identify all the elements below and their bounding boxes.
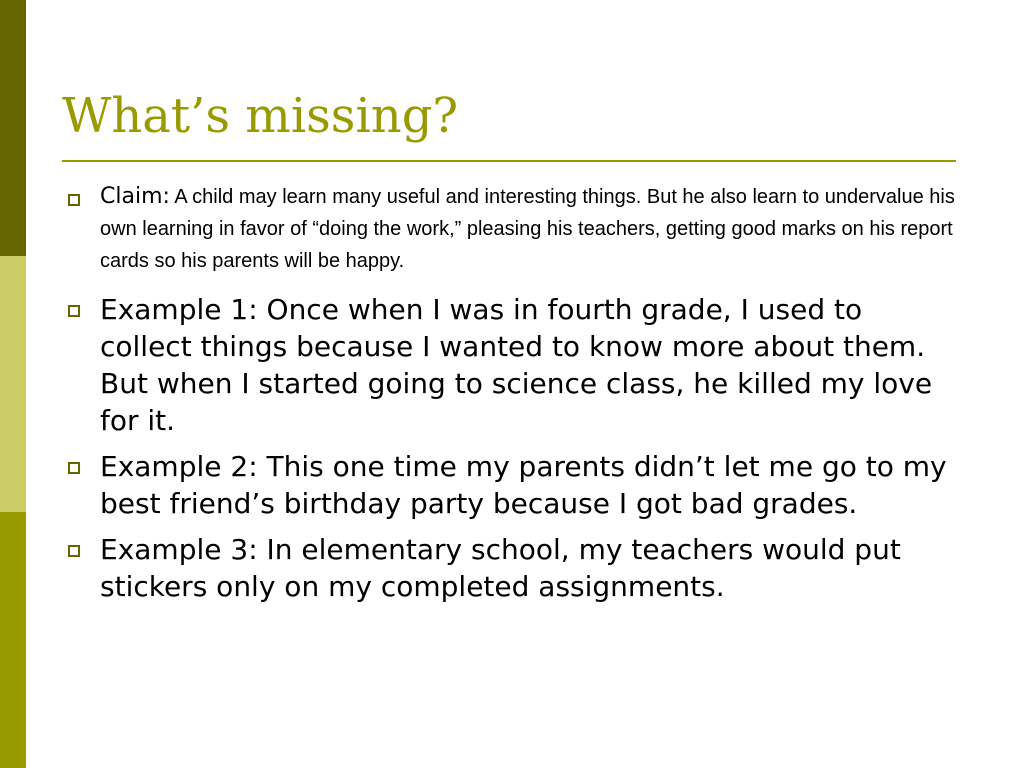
example-1-text: Example 1: Once when I was in fourth grade, I used to collect things because I wanted to know more about them. But when I started going to science class, he killed my love for it. <box>100 293 933 437</box>
square-bullet-icon <box>68 194 80 206</box>
square-bullet-icon <box>68 545 80 557</box>
side-accent-bar <box>0 0 26 768</box>
square-bullet-icon <box>68 462 80 474</box>
bullet-example-3 <box>62 531 962 605</box>
bullet-example-2 <box>62 448 962 522</box>
side-bar-light-segment <box>0 256 26 512</box>
title-divider <box>62 160 956 162</box>
example-3-text: Example 3: In elementary school, my teachers would put stickers only on my completed assignments. <box>100 533 901 603</box>
bullet-list <box>62 181 962 614</box>
square-bullet-icon <box>68 305 80 317</box>
bullet-claim <box>62 181 962 277</box>
side-bar-dark-segment <box>0 0 26 256</box>
slide-title: What’s missing? <box>62 88 459 144</box>
claim-label: Claim: <box>100 184 170 209</box>
bullet-example-1 <box>62 291 962 439</box>
claim-text: A child may learn many useful and interesting things. But he also learn to undervalue his own learning in favor of “doing the work,” pleasing his teachers, getting good marks on his report cards so his parents will be happy. <box>100 186 955 272</box>
example-2-text: Example 2: This one time my parents didn’t let me go to my best friend’s birthday party because I got bad grades. <box>100 450 947 520</box>
side-bar-olive-segment <box>0 512 26 768</box>
